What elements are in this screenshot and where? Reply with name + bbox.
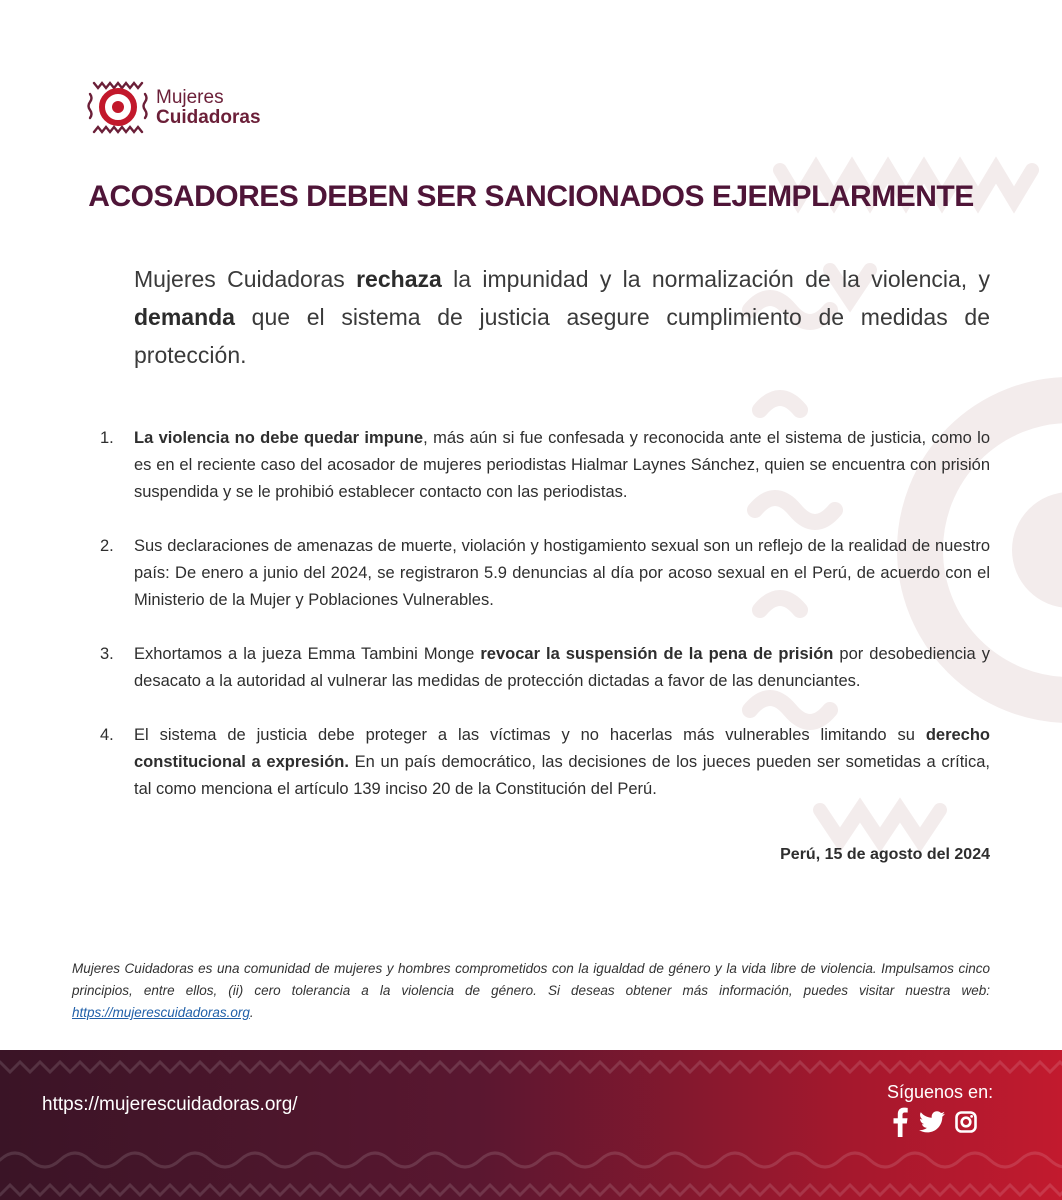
- page-title: ACOSADORES DEBEN SER SANCIONADOS EJEMPLARMENTE: [88, 180, 974, 213]
- footer-banner: [0, 1050, 1062, 1200]
- list-bold: La violencia no debe quedar impune: [134, 429, 424, 447]
- logo-wordmark-line1: Mujeres: [156, 86, 224, 108]
- instagram-icon[interactable]: [955, 1111, 977, 1133]
- list-number: 3.: [100, 645, 114, 663]
- list-text: [134, 425, 990, 506]
- twitter-icon[interactable]: [919, 1111, 945, 1133]
- lead-text: la impunidad y la normalización de la violencia, y: [441, 266, 990, 292]
- footnote-text: Mujeres Cuidadoras es una comunidad de mujeres y hombres comprometidos con la igualdad de género y la vida libre de violencia. Impulsamos cinco principios, entre ellos, (ii) cero tolerancia a la violencia de género. Si deseas obtener más información, puedes visitar nuestra web:: [72, 961, 990, 998]
- list-text-body: , más aún si fue confesada y reconocida ante el sistema de justicia, como lo es en el reciente caso del acosador de mujeres periodistas Hialmar Laynes Sánchez, quien se encuentra con prisión suspendida y se le prohibió establecer contacto con las periodistas.: [134, 429, 991, 501]
- list-item: [100, 533, 990, 614]
- lead-bold: demanda: [134, 304, 235, 330]
- facebook-icon[interactable]: [891, 1107, 909, 1137]
- brand-logo[interactable]: [84, 74, 261, 140]
- list-text-body: En un país democrático, las decisiones de los jueces pueden ser sometidas a crítica, tal como menciona el artículo 139 inciso 20 de la Constitución del Perú.: [134, 753, 990, 798]
- footnote-end: .: [249, 1005, 254, 1020]
- website-link[interactable]: https://mujerescuidadoras.org: [72, 1005, 250, 1020]
- banner-website-url[interactable]: https://mujerescuidadoras.org/: [42, 1094, 298, 1115]
- logo-wordmark-line2: Cuidadoras: [156, 106, 261, 128]
- list-bold: derecho constitucional a expresión.: [134, 726, 990, 771]
- lead-statement: [134, 260, 990, 374]
- follow-us-label: Síguenos en:: [887, 1082, 994, 1102]
- numbered-list: [100, 425, 990, 830]
- list-text-body: El sistema de justicia debe proteger a las víctimas y no hacerlas más vulnerables limitando su: [134, 726, 926, 744]
- lead-text: Mujeres Cuidadoras: [134, 266, 357, 292]
- list-text-body: por desobediencia y desacato a la autoridad al vulnerar las medidas de protección dictadas a favor de las denunciantes.: [134, 645, 990, 690]
- list-text-body: Exhortamos a la jueza Emma Tambini Monge: [134, 645, 481, 663]
- list-number: 4.: [100, 726, 114, 744]
- footnote: [72, 958, 990, 1024]
- logo-emblem-icon: [84, 74, 152, 140]
- list-item: [100, 641, 990, 695]
- social-links: [891, 1107, 987, 1137]
- list-text: [134, 641, 990, 695]
- list-number: 1.: [100, 429, 114, 447]
- lead-bold: rechaza: [356, 266, 442, 292]
- list-bold: revocar la suspensión de la pena de prisión: [480, 645, 834, 663]
- list-number: 2.: [100, 537, 114, 555]
- date-line: Perú, 15 de agosto del 2024: [780, 846, 990, 863]
- lead-text: que el sistema de justicia asegure cumplimiento de medidas de protección.: [134, 304, 990, 368]
- list-item: [100, 722, 990, 803]
- list-item: [100, 425, 990, 506]
- list-text: Sus declaraciones de amenazas de muerte, violación y hostigamiento sexual son un reflejo de la realidad de nuestro país: De enero a junio del 2024, se registraron 5.9 denuncias al día por acoso sexual en el Perú, de acuerdo con el Ministerio de la Mujer y Poblaciones Vulnerables.: [134, 537, 990, 609]
- list-text: [134, 722, 990, 803]
